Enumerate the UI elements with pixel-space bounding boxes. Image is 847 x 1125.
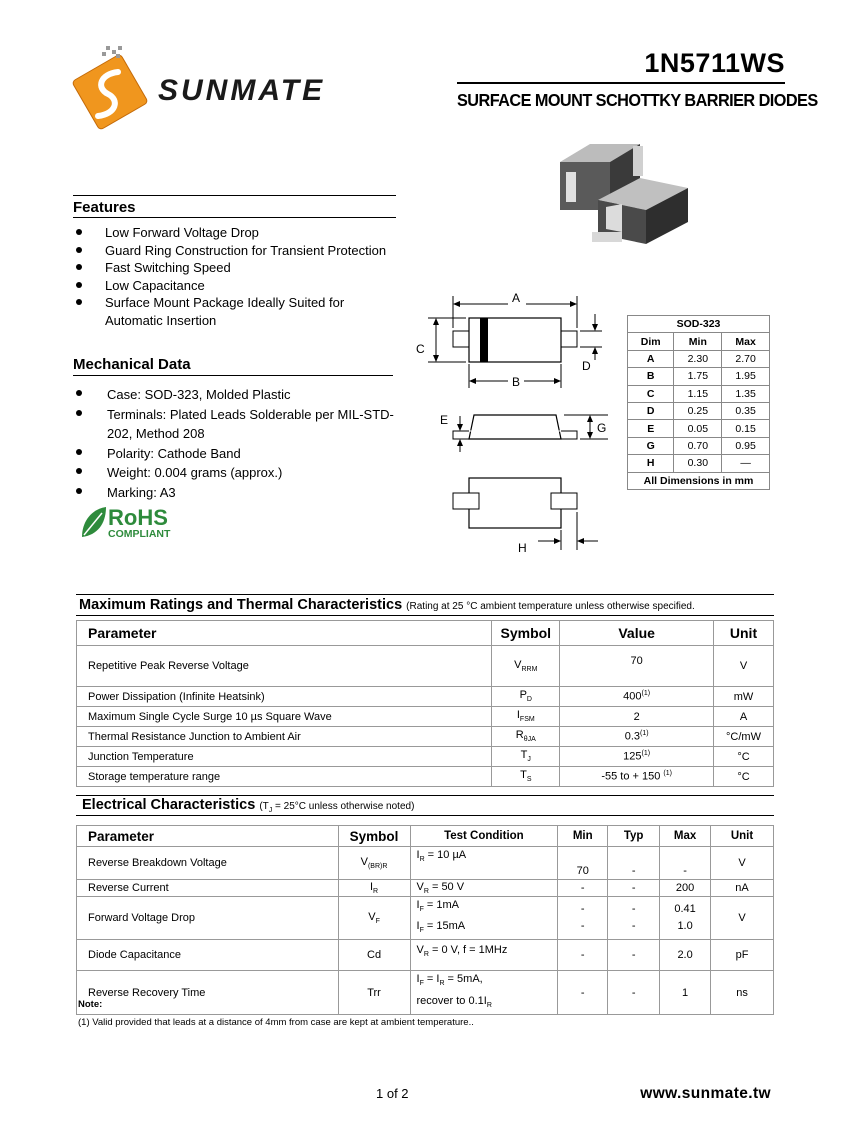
mechanical-title: Mechanical Data xyxy=(73,356,191,373)
list-item: Guard Ring Construction for Transient Protection xyxy=(73,242,403,260)
ratings-note: (Rating at 25 °C ambient temperature unless otherwise specified. xyxy=(406,601,695,612)
mechanical-list xyxy=(73,385,403,502)
table-row: Power Dissipation (Infinite Heatsink) $P_D$ 400$^{(1)}$ mW xyxy=(77,687,774,707)
features-top-rule xyxy=(73,195,396,196)
table-header: Min xyxy=(558,826,608,847)
table-header: Parameter xyxy=(77,621,492,646)
svg-text:C: C xyxy=(416,342,425,356)
dimension-footer: All Dimensions in mm xyxy=(628,472,770,489)
features-title: Features xyxy=(73,199,136,216)
list-item: Case: SOD-323, Molded Plastic xyxy=(73,385,403,405)
table-row: Storage temperature range $T_S$ -55 to + 150 $^{(1)}$ °C xyxy=(77,767,774,787)
table-row: Reverse Current $I_R$ $V_R = 50$ V - - 200 nA xyxy=(77,880,774,897)
table-row: Repetitive Peak Reverse Voltage $V_{RRM}$ 70 V xyxy=(77,646,774,687)
list-item: Low Capacitance xyxy=(73,277,403,295)
svg-text:B: B xyxy=(512,375,521,389)
table-row: B 1.75 1.95 xyxy=(628,368,770,385)
table-header: Symbol xyxy=(338,826,410,847)
rohs-badge xyxy=(78,503,188,543)
table-row: Junction Temperature $T_J$ 125$^{(1)}$ °C xyxy=(77,747,774,767)
svg-text:D: D xyxy=(582,359,591,373)
list-item: Fast Switching Speed xyxy=(73,259,403,277)
svg-text:RoHS: RoHS xyxy=(108,505,168,530)
electrical-table xyxy=(76,825,774,1015)
table-row: C 1.15 1.35 xyxy=(628,385,770,402)
electrical-note: ($T_J = 25^\circ C$ unless otherwise noted) xyxy=(259,801,415,814)
table-header: Value xyxy=(560,621,714,646)
list-item: Polarity: Cathode Band xyxy=(73,444,403,464)
table-header: Unit xyxy=(714,621,774,646)
table-row: Reverse Breakdown Voltage $V_{(BR)R}$ $I_R = 10$ µA 70 - - V xyxy=(77,847,774,880)
ratings-table xyxy=(76,620,774,787)
svg-text:COMPLIANT: COMPLIANT xyxy=(108,528,171,540)
svg-text:A: A xyxy=(512,291,521,305)
table-row: G 0.70 0.95 xyxy=(628,437,770,454)
svg-text:H: H xyxy=(518,541,527,555)
electrical-title: Electrical Characteristics xyxy=(82,797,256,813)
ratings-heading xyxy=(79,597,695,613)
electrical-bottom-rule xyxy=(76,815,774,816)
table-row: E 0.05 0.15 xyxy=(628,420,770,437)
dimension-table xyxy=(627,315,770,490)
table-header: Symbol xyxy=(492,621,560,646)
ratings-top-rule xyxy=(76,594,774,595)
table-header: Typ xyxy=(608,826,660,847)
package-image xyxy=(548,132,698,252)
list-item: Surface Mount Package Ideally Suited for Automatic Insertion xyxy=(73,294,403,329)
svg-text:G: G xyxy=(597,421,607,435)
ratings-title: Maximum Ratings and Thermal Characteristics xyxy=(79,597,403,613)
table-row: H 0.30 — xyxy=(628,455,770,472)
table-header: Test Condition xyxy=(410,826,558,847)
table-row: A 2.30 2.70 xyxy=(628,350,770,367)
electrical-top-rule xyxy=(76,795,774,796)
table-header: Dim xyxy=(628,333,674,350)
features-list xyxy=(73,224,403,329)
table-header: Max xyxy=(722,333,770,350)
list-item: Marking: A3 xyxy=(73,483,403,503)
sunmate-logo xyxy=(66,44,331,134)
page-number: 1 of 2 xyxy=(376,1086,409,1101)
list-item: Weight: 0.004 grams (approx.) xyxy=(73,463,403,483)
note-text: (1) Valid provided that leads at a distance of 4mm from case are kept at ambient temperature.. xyxy=(78,1017,474,1028)
svg-text:SUNMATE: SUNMATE xyxy=(158,74,326,107)
table-header: Parameter xyxy=(77,826,339,847)
mechanical-rule xyxy=(73,375,393,376)
title-rule xyxy=(457,82,785,84)
table-header: Max xyxy=(660,826,711,847)
table-row: Maximum Single Cycle Surge 10 µs Square Wave $I_{FSM}$ 2 A xyxy=(77,707,774,727)
ratings-bottom-rule xyxy=(76,615,774,616)
table-header: Unit xyxy=(711,826,774,847)
note-label: Note: xyxy=(78,999,103,1010)
product-subtitle: SURFACE MOUNT SCHOTTKY BARRIER DIODES xyxy=(457,90,818,110)
website-link[interactable]: www.sunmate.tw xyxy=(640,1085,771,1102)
part-number: 1N5711WS xyxy=(644,48,785,78)
package-name: SOD-323 xyxy=(628,316,770,333)
list-item: Low Forward Voltage Drop xyxy=(73,224,403,242)
electrical-heading xyxy=(82,797,414,814)
table-row: Reverse Recovery Time Trr $I_F = I_R = 5mA$, recover to $0.1I_R$ - - 1 ns xyxy=(77,971,774,1014)
dimension-drawing xyxy=(408,288,620,558)
svg-text:E: E xyxy=(440,413,449,427)
table-row: Thermal Resistance Junction to Ambient Air $R_{\theta JA}$ 0.3$^{(1)}$ °C/mW xyxy=(77,727,774,747)
list-item: Terminals: Plated Leads Solderable per MIL-STD-202, Method 208 xyxy=(73,405,403,444)
table-row: D 0.25 0.35 xyxy=(628,402,770,419)
table-row: Forward Voltage Drop $V_F$ $I_F = 1mA$ $I_F = 15mA$ - - - - 0.41 1.0 V xyxy=(77,897,774,940)
table-row: Diode Capacitance Cd $V_R = 0$ V, f = 1MHz - - 2.0 pF xyxy=(77,940,774,971)
table-header: Min xyxy=(674,333,722,350)
features-bottom-rule xyxy=(73,217,396,218)
